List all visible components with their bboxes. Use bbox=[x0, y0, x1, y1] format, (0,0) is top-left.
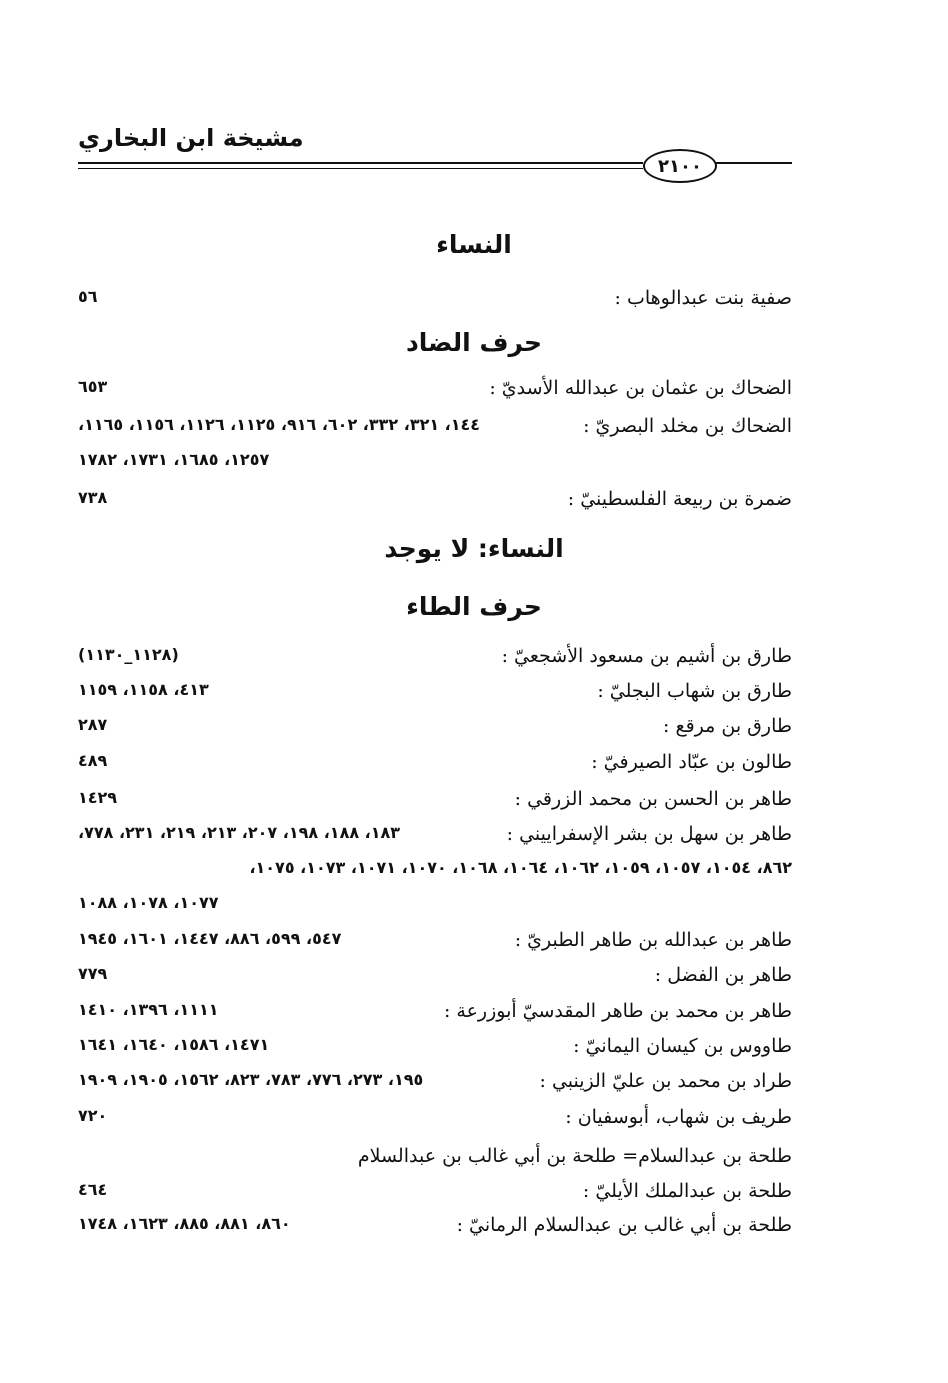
book-title: مشيخة ابن البخاري bbox=[78, 124, 304, 152]
entry-refs: ١٩٥، ٢٧٣، ٧٧٦، ٧٨٣، ٨٢٣، ١٥٦٢، ١٩٠٥، ١٩٠٩ bbox=[78, 1070, 424, 1089]
entry-continuation bbox=[78, 858, 792, 892]
index-entry bbox=[78, 1180, 792, 1214]
entry-refs: ٤١٣، ١١٥٨، ١١٥٩ bbox=[78, 680, 209, 699]
index-entry bbox=[78, 929, 792, 963]
entry-name: صفية بنت عبدالوهاب : bbox=[614, 287, 792, 309]
entry-refs-continued: ١٠٧٧، ١٠٧٨، ١٠٨٨ bbox=[78, 893, 219, 912]
index-entry bbox=[78, 1070, 792, 1104]
index-entry bbox=[78, 645, 792, 679]
entry-name: طاهر بن محمد بن طاهر المقدسيّ أبوزرعة : bbox=[443, 1000, 792, 1022]
index-entry bbox=[78, 1035, 792, 1069]
entry-name: طاووس بن كيسان اليمانيّ : bbox=[573, 1035, 792, 1057]
entry-refs: ٥٤٧، ٥٩٩، ٨٨٦، ١٤٤٧، ١٦٠١، ١٩٤٥ bbox=[78, 929, 342, 948]
index-entry bbox=[78, 823, 792, 857]
entry-refs: ٧٣٨ bbox=[78, 488, 108, 507]
entry-name: طلحة بن أبي غالب بن عبدالسلام الرمانيّ : bbox=[456, 1214, 792, 1236]
index-entry bbox=[78, 377, 792, 411]
entry-name: طلحة بن عبدالسلام= طلحة بن أبي غالب بن عبدالسلام bbox=[357, 1145, 792, 1167]
index-entry bbox=[78, 1145, 792, 1179]
entry-refs: ١٨٣، ١٨٨، ١٩٨، ٢٠٧، ٢١٣، ٢١٩، ٢٣١، ٧٧٨، bbox=[78, 823, 401, 842]
entry-name: طلحة بن عبدالملك الأيليّ : bbox=[582, 1180, 792, 1202]
entry-refs: ١٤٧١، ١٥٨٦، ١٦٤٠، ١٦٤١ bbox=[78, 1035, 270, 1054]
entry-name: طالون بن عبّاد الصيرفيّ : bbox=[591, 751, 792, 773]
entry-refs: ٥٦ bbox=[78, 287, 98, 306]
entry-name: طراد بن محمد بن عليّ الزينبي : bbox=[539, 1070, 792, 1092]
entry-refs-continued: ١٢٥٧، ١٦٨٥، ١٧٣١، ١٧٨٢ bbox=[78, 450, 270, 469]
entry-name: الضحاك بن عثمان بن عبدالله الأسديّ : bbox=[489, 377, 792, 399]
entry-refs: ٧٢٠ bbox=[78, 1106, 108, 1125]
index-entry bbox=[78, 415, 792, 449]
index-entry bbox=[78, 287, 792, 321]
entry-name: ضمرة بن ربيعة الفلسطينيّ : bbox=[567, 488, 792, 510]
entry-refs: (١١٢٨_١١٣٠) bbox=[78, 645, 179, 664]
entry-name: طارق بن شهاب البجليّ : bbox=[597, 680, 792, 702]
index-entry bbox=[78, 751, 792, 785]
index-entry bbox=[78, 680, 792, 714]
header-rule-left-thin bbox=[78, 168, 643, 169]
entry-name: طاهر بن الفضل : bbox=[654, 964, 792, 986]
index-entry bbox=[78, 715, 792, 749]
entry-name: طاهر بن سهل بن بشر الإسفراييني : bbox=[506, 823, 792, 845]
entry-refs: ٦٥٣ bbox=[78, 377, 108, 396]
section-heading-women-none: النساء: لا يوجد bbox=[384, 534, 564, 563]
entry-refs: ٧٧٩ bbox=[78, 964, 108, 983]
entry-refs: ٤٦٤ bbox=[78, 1180, 108, 1199]
section-heading-women: النساء bbox=[436, 230, 512, 259]
entry-continuation bbox=[78, 450, 792, 484]
index-entry bbox=[78, 1214, 792, 1248]
header-rule-right bbox=[713, 162, 792, 164]
index-entry bbox=[78, 488, 792, 522]
header-rule-left bbox=[78, 162, 643, 164]
index-entry bbox=[78, 1106, 792, 1140]
index-entry bbox=[78, 964, 792, 998]
entry-refs: ٤٨٩ bbox=[78, 751, 108, 770]
entry-refs: ١٤٤، ٣٢١، ٣٣٢، ٦٠٢، ٩١٦، ١١٢٥، ١١٢٦، ١١٥٦، ١١٦٥، bbox=[78, 415, 481, 434]
entry-name: طارق بن أشيم بن مسعود الأشجعيّ : bbox=[501, 645, 792, 667]
entry-name: الضحاك بن مخلد البصريّ : bbox=[583, 415, 792, 437]
index-entry bbox=[78, 1000, 792, 1034]
entry-refs-continued: ٨٦٢، ١٠٥٤، ١٠٥٧، ١٠٥٩، ١٠٦٢، ١٠٦٤، ١٠٦٨، ١٠٧٠، ١٠٧١، ١٠٧٣، ١٠٧٥، bbox=[249, 858, 792, 877]
page-header bbox=[78, 120, 792, 190]
section-heading-dad: حرف الضاد bbox=[405, 328, 543, 357]
entry-refs: ١٤٢٩ bbox=[78, 788, 118, 807]
entry-name: طريف بن شهاب، أبوسفيان : bbox=[565, 1106, 792, 1128]
entry-refs: ٨٦٠، ٨٨١، ٨٨٥، ١٦٢٣، ١٧٤٨ bbox=[78, 1214, 291, 1233]
page-number: ٢١٠٠ bbox=[643, 149, 717, 183]
entry-continuation bbox=[78, 893, 792, 927]
entry-refs: ١١١١، ١٣٩٦، ١٤١٠ bbox=[78, 1000, 219, 1019]
entry-name: طاهر بن الحسن بن محمد الزرقي : bbox=[514, 788, 792, 810]
entry-name: طارق بن مرقع : bbox=[663, 715, 792, 737]
entry-name: طاهر بن عبدالله بن طاهر الطبريّ : bbox=[514, 929, 792, 951]
section-heading-ta: حرف الطاء bbox=[406, 592, 542, 621]
index-entry bbox=[78, 788, 792, 822]
entry-refs: ٢٨٧ bbox=[78, 715, 108, 734]
